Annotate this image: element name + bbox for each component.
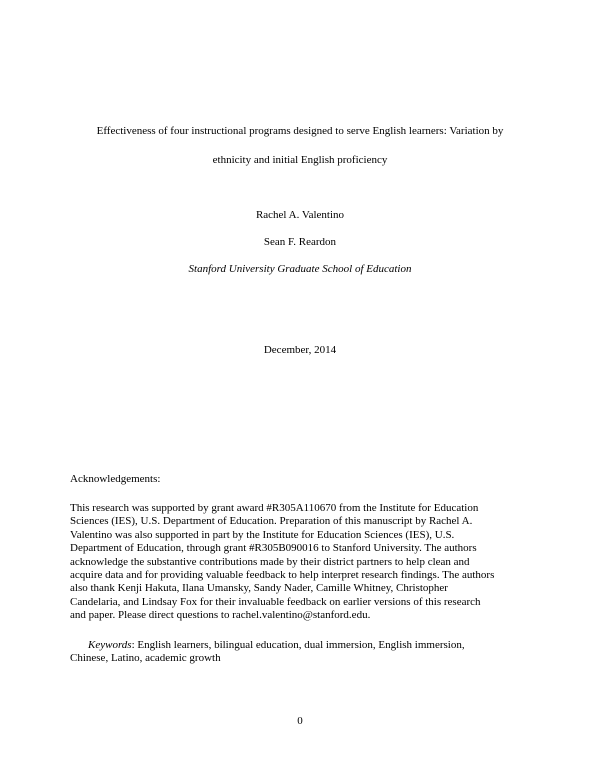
paper-title-line-1: Effectiveness of four instructional programs designed to serve English learners: Variation by [96, 125, 504, 137]
keywords-text-1: : English learners, bilingual education, dual immersion, English immersion, [131, 639, 465, 651]
keywords-line-2: Chinese, Latino, academic growth [70, 652, 221, 665]
ack-line: Valentino was also supported in part by the Institute for Education Sciences (IES), U.S. [70, 528, 455, 541]
page-number: 0 [297, 715, 303, 727]
author-2: Sean F. Reardon [263, 236, 337, 248]
ack-line: acquire data and for providing valuable feedback to help interpret research findings. The authors [70, 569, 495, 582]
acknowledgements-heading: Acknowledgements: [70, 473, 161, 485]
affiliation: Stanford University Graduate School of Education [188, 263, 412, 275]
date: December, 2014 [263, 344, 337, 356]
ack-line: and paper. Please direct questions to rachel.valentino@stanford.edu. [70, 609, 371, 622]
ack-line: also thank Kenji Hakuta, Ilana Umansky, Sandy Nader, Camille Whitney, Christopher [70, 582, 448, 595]
keywords-label: Keywords [88, 639, 132, 651]
ack-line: This research was supported by grant award #R305A110670 from the Institute for Education [70, 502, 479, 514]
ack-line: Department of Education, through grant #R305B090016 to Stanford University. The authors [70, 542, 477, 555]
ack-line: acknowledge the substantive contributions made by their district partners to help clean and [70, 555, 470, 568]
keywords-line-1 [70, 639, 532, 652]
paper-title-line-2: ethnicity and initial English proficiency [212, 154, 388, 166]
ack-line: Sciences (IES), U.S. Department of Education. Preparation of this manuscript by Rachel A. [70, 515, 473, 528]
ack-line: Candelaria, and Lindsay Fox for their invaluable feedback on earlier versions of this research [70, 595, 481, 608]
author-1: Rachel A. Valentino [255, 209, 345, 221]
keywords-paragraph [70, 639, 532, 666]
acknowledgements-paragraph [70, 502, 532, 623]
